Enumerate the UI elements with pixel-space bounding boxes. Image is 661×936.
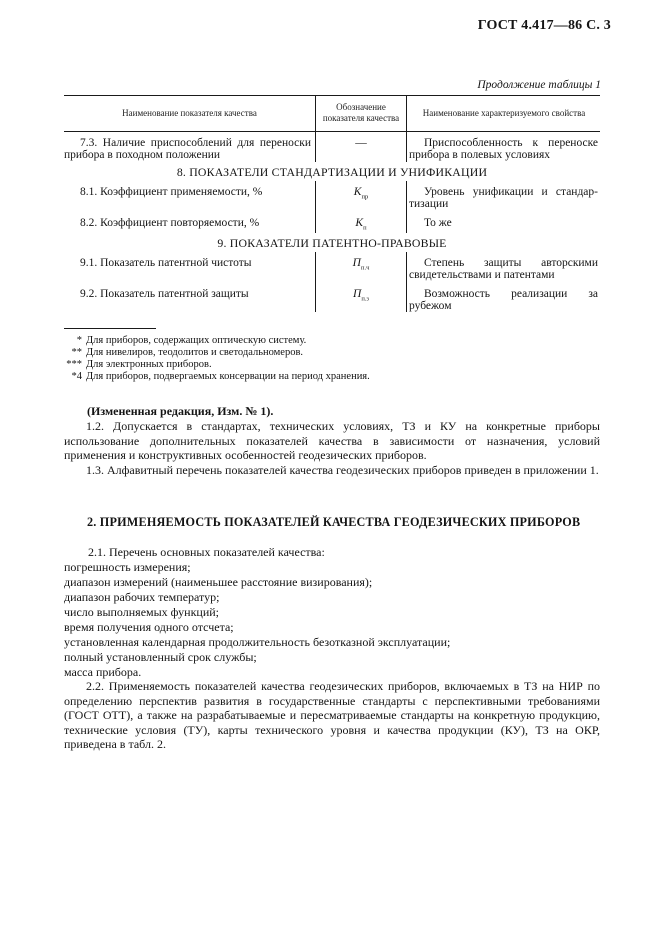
row-7-3-name-line1: 7.3. Наличие приспособлений для переноски xyxy=(80,137,311,149)
row-9-2-name: 9.2. Показатель патентной защиты xyxy=(80,288,249,300)
list-item: масса прибора. xyxy=(64,665,142,679)
row-8-1-property-line2: тизации xyxy=(409,198,449,210)
table-continuation-label: Продолжение таблицы 1 xyxy=(477,79,601,91)
row-7-3-symbol: — xyxy=(355,137,367,149)
list-item: установленная календарная продолжительность безотказной эксплуатации; xyxy=(64,635,451,649)
row-9-2-symbol: $П_{п.з}$ xyxy=(353,288,369,303)
section-2-title: 2. ПРИМЕНЯЕМОСТЬ ПОКАЗАТЕЛЕЙ КАЧЕСТВА ГЕОДЕЗИЧЕСКИХ ПРИБОРОВ xyxy=(87,515,581,529)
row-8-2-symbol: $K_п$ xyxy=(355,217,367,232)
list-item: погрешность измерения; xyxy=(64,560,191,574)
section-8-heading: 8. ПОКАЗАТЕЛИ СТАНДАРТИЗАЦИИ И УНИФИКАЦИИ xyxy=(176,165,488,179)
paragraph-1-2: 1.2. Допускается в стандартах, технических условиях, ТЗ и КУ на конкретные приборы использование дополнительных показателей качества в зависимости от назначения, условий применения и конструктивных особенностей геодезических приборов. xyxy=(64,419,600,463)
column-header-name: Наименование показателя качества xyxy=(122,108,257,118)
document-code: ГОСТ 4.417—86 С. 3 xyxy=(477,18,611,33)
column-divider-1 xyxy=(315,95,316,162)
amendment-note: (Измененная редакция, Изм. № 1). xyxy=(87,404,274,418)
paragraph-2-1: 2.1. Перечень основных показателей качества: xyxy=(88,545,325,559)
row-9-2-property-line2: рубежом xyxy=(409,300,452,312)
list-item: время получения одного отсчета; xyxy=(64,620,234,634)
row-8-1-symbol: $K_{пр}$ xyxy=(353,186,369,201)
row-9-1-property-line1: Степень защиты авторскими xyxy=(424,257,598,269)
footnote-separator xyxy=(64,328,156,329)
row-7-3-property-line2: прибора в полевых условиях xyxy=(409,149,551,161)
paragraph-2-2: 2.2. Применяемость показателей качества геодезических приборов, включаемых в ТЗ на НИР по определению перспектив развития в государственные стандарты с перспективными требованиями (ГОСТ ОТТ), а также на разрабатываемые и пересматриваемые стандарты на конкретную продукцию, технические условия (ТУ), карты технического уровня и качества продукции (КУ), ТЗ на ОКР, приведена в табл. 2. xyxy=(64,679,600,752)
row-8-2-property: То же xyxy=(424,217,452,229)
list-item: диапазон рабочих температур; xyxy=(64,590,220,604)
row-8-1-name: 8.1. Коэффициент применяемости, % xyxy=(80,186,263,198)
row-9-2-property-line1: Возможность реализации за xyxy=(424,288,598,300)
footnote-list xyxy=(52,335,612,383)
footnote: ** Для нивелиров, теодолитов и светодальномеров. xyxy=(71,347,304,358)
row-9-1-property-line2: свидетельствами и патентами xyxy=(409,269,555,281)
list-item: число выполняемых функций; xyxy=(64,605,220,619)
footnote: *4 Для приборов, подвергаемых консервации на период хранения. xyxy=(71,371,370,382)
footnote: * Для приборов, содержащих оптическую систему. xyxy=(76,335,307,346)
section-9-heading: 9. ПОКАЗАТЕЛИ ПАТЕНТНО-ПРАВОВЫЕ xyxy=(217,236,447,250)
row-8-2-name: 8.2. Коэффициент повторяемости, % xyxy=(80,217,260,229)
table-header-rule xyxy=(64,131,600,132)
list-item: диапазон измерений (наименьшее расстояние визирования); xyxy=(64,575,373,589)
row-7-3-name-line2: прибора в походном положении xyxy=(64,149,221,161)
paragraph-1-3: 1.3. Алфавитный перечень показателей качества геодезических приборов приведен в приложении 1. xyxy=(86,463,599,477)
column-divider-2 xyxy=(406,95,407,162)
row-8-1-property-line1: Уровень унификации и стандар- xyxy=(424,186,598,198)
column-divider-2c xyxy=(406,252,407,312)
column-divider-2b xyxy=(406,181,407,233)
column-header-symbol: Обозначение показателя качества xyxy=(322,102,400,123)
table-top-rule xyxy=(64,95,600,96)
row-9-1-name: 9.1. Показатель патентной чистоты xyxy=(80,257,252,269)
row-7-3-property-line1: Приспособленность к переноске xyxy=(424,137,598,149)
row-9-1-symbol: $П_{п.ч}$ xyxy=(352,257,370,272)
column-header-property: Наименование характеризуемого свойства xyxy=(422,108,586,118)
footnote: *** Для электронных приборов. xyxy=(66,359,212,370)
list-item: полный установленный срок службы; xyxy=(64,650,257,664)
